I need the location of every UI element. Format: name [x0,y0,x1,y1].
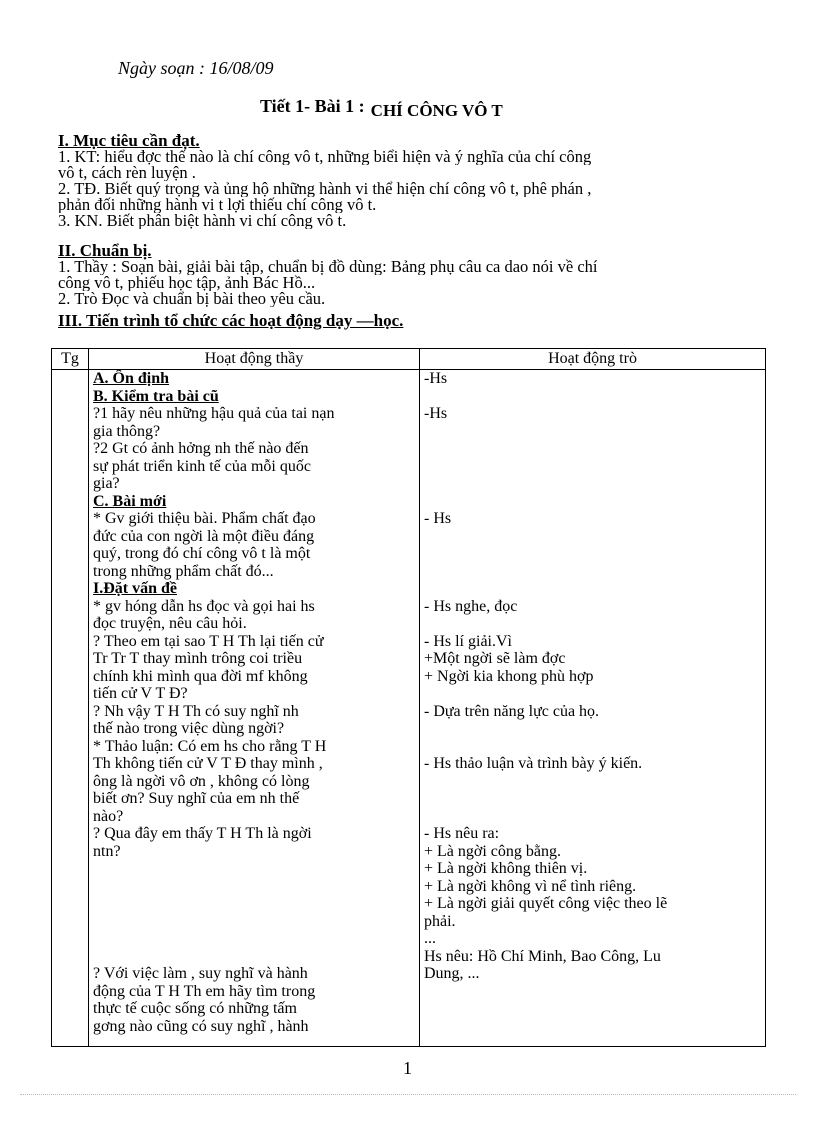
activity-table [51,348,766,1047]
teacher-cell [89,370,420,1047]
text-line: A. Ổn định [93,370,170,387]
text-line [424,563,761,581]
text-line [424,440,761,458]
text-line: 1. KT: hiểu đợc thế nào là chí công vô t, những biểi hiện và ý nghĩa của chí công [58,149,592,165]
text-line: phản đối những hành vi t lợi thiếu chí công vô t. [58,197,377,213]
text-line [424,720,761,738]
page-number: 1 [403,1058,412,1078]
text-line [93,860,415,878]
text-line: Tr Tr T thay mình trông coi triều [93,650,303,667]
text-line: + Là ngời giải quyết công việc theo lẽ [424,895,668,912]
section-preparation [58,243,597,307]
section-title: III. Tiến trình tổ chức các hoạt động dạy —học. [58,311,404,330]
text-line: ? Nh vậy T H Th có suy nghĩ nh [93,702,299,720]
text-line: ?2 Gt có ảnh hởng nh thế nào đến [93,440,309,457]
text-line: C. Bài mới [93,492,167,510]
text-line: gia thông? [93,422,161,440]
table-row [52,370,766,1047]
text-line [424,790,761,808]
date-line: Ngày soạn : 16/08/09 [118,58,274,78]
text-line: +Một ngời sẽ làm đợc [424,650,566,667]
lesson-number: Tiết 1- Bài 1 : [260,96,365,116]
text-line: gia? [93,475,120,492]
text-line: ... [424,930,436,947]
text-line [93,895,415,913]
text-line [424,423,761,441]
text-line: công vô t, phiếu học tập, ảnh Bác Hồ... [58,275,316,291]
text-line [424,738,761,756]
section-body [58,149,591,229]
text-line: -Hs [424,405,448,422]
text-line: - Hs lí giải.Vì [424,632,512,650]
text-line [424,773,761,791]
text-line: thế nào trong việc dùng ngời? [93,720,285,737]
section-title: II. Chuẩn bị. [58,241,152,260]
text-line [93,930,415,948]
text-line: ? Qua đây em thấy T H Th là ngời [93,825,312,842]
text-line: phải. [424,912,456,930]
text-line: 3. KN. Biết phân biệt hành vi chí công vô t. [58,213,347,229]
text-line: ông là ngời vô ơn , không có lòng [93,772,310,790]
text-line: -Hs [424,370,448,387]
text-line [424,475,761,493]
text-line: gơng nào cũng có suy nghĩ , hành [93,1017,309,1035]
text-line: B. Kiểm tra bài cũ [93,387,219,405]
text-line: - Hs nghe, đọc [424,597,518,615]
section-process [58,313,403,329]
text-line [93,878,415,896]
text-line: + Là ngời công bằng. [424,842,562,860]
column-header: Tg [52,349,89,370]
text-line: Dung, ... [424,965,480,982]
text-line: biết ơn? Suy nghĩ của em nh thế [93,790,300,807]
table-header-row [52,349,766,370]
text-line: * Thảo luận: Có em hs cho rằng T H [93,737,327,755]
text-line: * Gv giới thiệu bài. Phẩm chất đạo [93,510,316,527]
text-line: - Hs [424,510,452,527]
text-line: Th không tiến cử V T Đ thay mình , [93,755,323,772]
text-line: thực tế cuộc sống có những tấm [93,1000,297,1017]
text-line [93,948,415,966]
text-line: đức của con ngời là một điều đáng [93,527,315,545]
text-line: sự phát triển kinh tế của mỗi quốc [93,457,311,475]
page-footer-divider [20,1094,796,1095]
text-line: - Dựa trên năng lực của họ. [424,702,600,720]
column-header: Hoạt động trò [420,349,766,370]
text-line: tiến cử V T Đ? [93,685,188,702]
student-cell [420,370,766,1047]
text-line: ? Theo em tại sao T H Th lại tiến cử [93,632,324,650]
text-line [424,545,761,563]
text-line [424,685,761,703]
text-line: - Hs thảo luận và trình bày ý kiến. [424,755,643,772]
text-line: ? Với việc làm , suy nghĩ và hành [93,965,308,982]
text-line: trong những phẩm chất đó... [93,562,274,580]
text-line: Hs nêu: Hồ Chí Minh, Bao Công, Lu [424,947,661,965]
text-line [424,458,761,476]
text-line [424,528,761,546]
text-line: nào? [93,807,124,825]
text-line: chính khi mình qua đời mf không [93,667,308,685]
text-line: vô t, cách rèn luyện . [58,165,196,181]
text-line [424,580,761,598]
text-line: ?1 hãy nêu những hậu quả của tai nạn [93,405,335,422]
section-body [58,259,597,307]
section-objectives [58,133,591,229]
text-line [424,615,761,633]
text-line: I.Đặt vấn đề [93,580,178,597]
text-line: 2. Trò Đọc và chuẩn bị bài theo yêu cầu. [58,291,326,307]
text-line: đọc truyện, nêu câu hỏi. [93,615,247,632]
text-line: * gv hóng dẫn hs đọc và gọi hai hs [93,597,315,615]
text-line: 2. TĐ. Biết quý trọng và ủng hộ những hành vi thể hiện chí công vô t, phê phán , [58,181,592,197]
text-line: ntn? [93,842,121,860]
text-line: + Là ngời không vì nể tình riêng. [424,877,637,895]
text-line: quý, trong đó chí công vô t là một [93,545,311,562]
text-line: 1. Thầy : Soạn bài, giải bài tập, chuẩn bị đồ dùng: Bảng phụ câu ca dao nói về chí [58,259,598,275]
section-title: I. Mục tiêu cần đạt. [58,131,200,150]
column-header: Hoạt động thầy [89,349,420,370]
text-line [424,493,761,511]
text-line [93,913,415,931]
time-cell [52,370,89,1047]
text-line: + Là ngời không thiên vị. [424,860,588,877]
lesson-title [260,96,503,120]
text-line: + Ngời kia khong phù hợp [424,667,594,685]
lesson-topic: CHÍ CÔNG VÔ T [370,101,503,120]
text-line [424,808,761,826]
text-line [424,388,761,406]
text-line: - Hs nêu ra: [424,825,500,842]
text-line: động của T H Th em hãy tìm trong [93,982,316,1000]
